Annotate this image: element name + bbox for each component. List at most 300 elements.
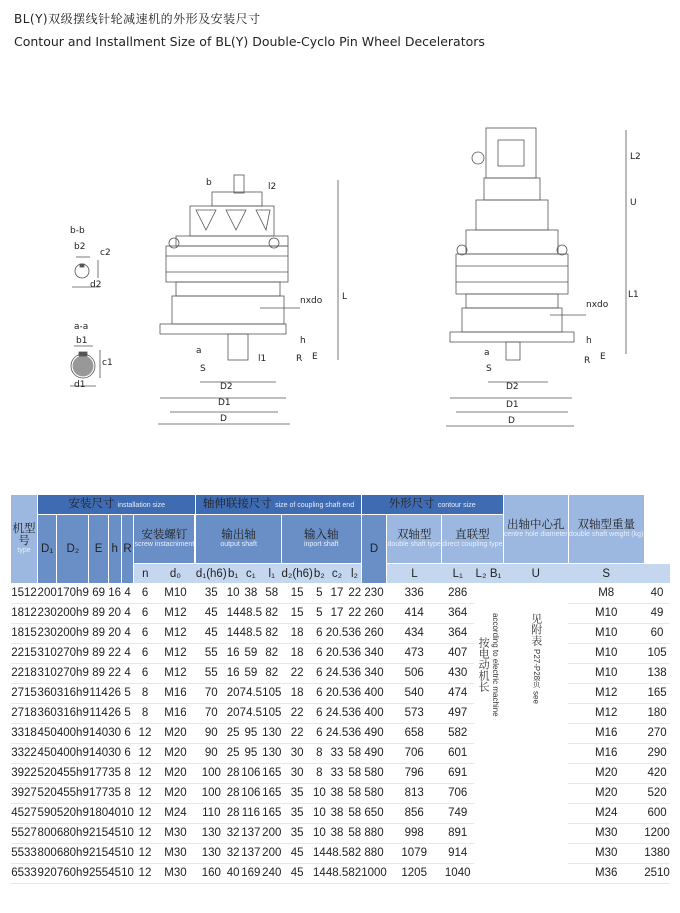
table-cell: 20 (108, 603, 121, 623)
table-cell: 455h9 (57, 763, 89, 783)
table-cell: 4 (121, 623, 134, 643)
table-cell: 58 (348, 783, 361, 803)
table-cell: 89 (89, 623, 108, 643)
table-cell: 177 (89, 783, 108, 803)
table-cell: 177 (89, 763, 108, 783)
label-U: U (630, 198, 637, 208)
table-cell: 58 (348, 803, 361, 823)
table-cell: 12 (134, 763, 156, 783)
table-cell: 100 (196, 783, 227, 803)
table-cell: M16 (156, 683, 195, 703)
table-cell: 70 (196, 683, 227, 703)
label-c2: c2 (100, 248, 111, 258)
label-d2: d2 (90, 280, 102, 290)
table-row (11, 863, 671, 883)
label-D2-left: D2 (220, 382, 233, 392)
table-cell: 430 (442, 663, 474, 683)
label-d1: d1 (74, 380, 86, 390)
table-cell: 270 (644, 723, 670, 743)
label-D2-right: D2 (506, 382, 519, 392)
table-cell: 35 (281, 823, 312, 843)
table-cell: 105 (644, 643, 670, 663)
table-cell: 36 (348, 663, 361, 683)
table-cell: 33 (326, 743, 349, 763)
label-R-left: R (296, 354, 303, 364)
table-cell: 10 (121, 823, 134, 843)
sub-header-cell: l₁ (262, 564, 281, 584)
label-a-left: a (196, 346, 202, 356)
header-R: R (121, 515, 134, 584)
table-cell: 2218 (11, 663, 38, 683)
table-cell: 114 (89, 683, 108, 703)
table-cell: M10 (568, 623, 644, 643)
table-cell: 749 (442, 803, 474, 823)
table-cell: 3318 (11, 723, 38, 743)
table-cell: 407 (442, 643, 474, 663)
table-cell: 138 (644, 663, 670, 683)
header-D1: D₁ (38, 515, 57, 584)
table-cell: 14 (313, 863, 326, 883)
table-cell: 59 (240, 643, 263, 663)
label-S-left: S (200, 364, 206, 374)
table-cell: 200 (38, 583, 57, 603)
sub-header-cell: L₁ (442, 564, 474, 584)
table-cell: 18 (281, 623, 312, 643)
table-cell: 680h9 (57, 823, 89, 843)
table-cell: 336 (387, 583, 442, 603)
table-row (11, 823, 671, 843)
table-cell: 540 (387, 683, 442, 703)
table-cell: 16 (108, 583, 121, 603)
table-cell: 82 (262, 663, 281, 683)
table-cell: 22 (348, 583, 361, 603)
table-cell: 33 (326, 763, 349, 783)
table-cell: 58 (348, 763, 361, 783)
table-cell: M20 (568, 763, 644, 783)
table-cell: 69 (89, 583, 108, 603)
table-cell: 215 (89, 823, 108, 843)
label-b1: b1 (76, 336, 88, 346)
table-cell: 38 (326, 783, 349, 803)
table-cell: 400 (361, 683, 387, 703)
table-cell: 70 (196, 703, 227, 723)
table-cell: 760h9 (57, 863, 89, 883)
table-cell: 573 (387, 703, 442, 723)
table-cell: 260 (361, 623, 387, 643)
table-cell: 920 (38, 863, 57, 883)
table-cell: 6 (313, 623, 326, 643)
table-cell: 520 (38, 783, 57, 803)
table-cell: 48.5 (326, 843, 349, 863)
table-cell: 230 (361, 583, 387, 603)
table-cell: 18 (281, 683, 312, 703)
table-cell: 582 (442, 723, 474, 743)
table-cell: 12 (134, 803, 156, 823)
table-cell: 2718 (11, 703, 38, 723)
table-cell: 22 (281, 703, 312, 723)
table-row (11, 623, 671, 643)
table-cell: 200 (262, 843, 281, 863)
table-cell: 170h9 (57, 583, 89, 603)
table-cell: 1200 (644, 823, 670, 843)
table-cell: M12 (568, 683, 644, 703)
label-a-right: a (484, 348, 490, 358)
label-L: L (342, 292, 348, 302)
header-coupling-size: 轴伸联接尺寸 size of coupling shaft end (196, 495, 361, 515)
table-cell: 82 (262, 603, 281, 623)
table-cell: 20 (227, 703, 240, 723)
table-cell: 20 (108, 623, 121, 643)
table-cell: M16 (568, 723, 644, 743)
table-cell: 35 (281, 803, 312, 823)
label-L1: L1 (628, 290, 639, 300)
table-cell: 100 (196, 763, 227, 783)
table-cell: 12 (134, 823, 156, 843)
label-bb: b-b (70, 226, 85, 236)
label-nxdo-right: nxdo (586, 300, 609, 310)
sub-header-cell: S (568, 564, 644, 584)
table-cell: 45 (281, 863, 312, 883)
table-cell: 58 (262, 583, 281, 603)
table-cell: M10 (568, 603, 644, 623)
table-cell: 650 (361, 803, 387, 823)
label-L2: L2 (630, 152, 641, 162)
table-cell: 82 (262, 643, 281, 663)
table-cell: 5 (313, 583, 326, 603)
table-cell: M24 (568, 803, 644, 823)
table-cell: 813 (387, 783, 442, 803)
table-cell: 270h9 (57, 643, 89, 663)
header-direct-coupling: 直联型 direct coupling type (442, 515, 504, 564)
table-cell: 14 (313, 843, 326, 863)
table-cell: 165 (262, 783, 281, 803)
table-cell: 32 (227, 843, 240, 863)
table-cell: 165 (262, 803, 281, 823)
table-row (11, 783, 671, 803)
table-cell: 6 (134, 603, 156, 623)
table-cell: 6 (313, 643, 326, 663)
table-cell: 38 (326, 803, 349, 823)
table-cell: M30 (156, 843, 195, 863)
table-cell: 55 (196, 643, 227, 663)
table-cell: 360 (38, 703, 57, 723)
table-cell: 130 (262, 723, 281, 743)
table-cell: 5 (121, 703, 134, 723)
note-page: P27-P28页 (532, 649, 542, 689)
table-cell: 28 (227, 763, 240, 783)
table-cell: 140 (89, 723, 108, 743)
table-cell: 255 (89, 863, 108, 883)
sub-header-cell: L₂ (474, 564, 488, 584)
table-cell: M12 (156, 623, 195, 643)
table-cell: 28 (227, 803, 240, 823)
table-cell: 706 (442, 783, 474, 803)
table-cell: M30 (568, 823, 644, 843)
table-cell: 455h9 (57, 783, 89, 803)
table-cell: 18 (281, 643, 312, 663)
table-cell: 796 (387, 763, 442, 783)
table-cell: 5 (121, 683, 134, 703)
label-E-right: E (600, 352, 606, 362)
table-cell: 89 (89, 643, 108, 663)
table-cell: 6 (134, 663, 156, 683)
table-cell: 35 (196, 583, 227, 603)
table-cell: 20.5 (326, 683, 349, 703)
table-cell: 691 (442, 763, 474, 783)
label-h-left: h (300, 336, 306, 346)
note-see-cn: 见附表 (529, 613, 542, 646)
table-cell: 4 (121, 663, 134, 683)
table-cell: 180 (644, 703, 670, 723)
table-cell: 4 (121, 643, 134, 663)
table-cell: 17 (326, 603, 349, 623)
table-cell: 316h9 (57, 703, 89, 723)
table-cell: 140 (89, 743, 108, 763)
sub-header-cell: b₁ (227, 564, 240, 584)
table-cell: M30 (568, 843, 644, 863)
table-cell: 38 (326, 823, 349, 843)
table-cell: M20 (156, 763, 195, 783)
table-row (11, 743, 671, 763)
table-cell: 130 (196, 843, 227, 863)
table-cell: 474 (442, 683, 474, 703)
table-cell: 40 (108, 803, 121, 823)
table-cell: 590 (38, 803, 57, 823)
table-cell: 600 (644, 803, 670, 823)
sub-header-blank (644, 564, 670, 584)
label-S-right: S (486, 364, 492, 374)
table-cell: 36 (348, 623, 361, 643)
table-cell: 36 (348, 643, 361, 663)
technical-drawing (0, 60, 680, 480)
table-cell: 856 (387, 803, 442, 823)
header-double-shaft: 双轴型 double shaft type (387, 515, 442, 564)
table-cell: 420 (644, 763, 670, 783)
table-cell: 580 (361, 783, 387, 803)
table-cell: 230 (38, 623, 57, 643)
table-cell: 36 (348, 723, 361, 743)
table-cell: 20.5 (326, 643, 349, 663)
table-cell: 8 (134, 703, 156, 723)
sub-header-cell: b₂ (313, 564, 326, 584)
table-cell: M20 (568, 783, 644, 803)
table-cell: 520h9 (57, 803, 89, 823)
table-cell: 6 (121, 723, 134, 743)
table-cell: 95 (240, 723, 263, 743)
label-b: b (206, 178, 212, 188)
header-centre-hole: 出轴中心孔 centre hole diameter (503, 495, 568, 564)
table-cell: 4527 (11, 803, 38, 823)
table-cell: 60 (644, 623, 670, 643)
table-cell: 40 (644, 583, 670, 603)
table-cell: 1812 (11, 603, 38, 623)
table-cell: 6 (313, 703, 326, 723)
table-cell: 6 (134, 583, 156, 603)
table-cell: 364 (442, 623, 474, 643)
table-row (11, 643, 671, 663)
table-cell: 36 (348, 683, 361, 703)
label-l2: l2 (268, 182, 277, 192)
table-cell: 286 (442, 583, 474, 603)
table-cell: 137 (240, 823, 263, 843)
table-cell: 601 (442, 743, 474, 763)
table-cell: 17 (326, 583, 349, 603)
sub-header-cell: d₂(h6) (281, 564, 312, 584)
table-cell: M10 (156, 583, 195, 603)
table-cell: M16 (156, 703, 195, 723)
table-cell: 200h9 (57, 623, 89, 643)
table-cell: 215 (89, 843, 108, 863)
table-cell: 48.5 (326, 863, 349, 883)
table-row (11, 663, 671, 683)
table-cell: 32 (227, 823, 240, 843)
table-cell: 22 (281, 663, 312, 683)
label-l1: l1 (258, 354, 267, 364)
table-cell: 8 (134, 683, 156, 703)
table-cell: M30 (156, 823, 195, 843)
table-cell: 30 (281, 763, 312, 783)
header-model: 机型号 type (11, 495, 38, 584)
sub-header-cell: c₁ (240, 564, 263, 584)
table-cell: 58 (348, 743, 361, 763)
table-cell: 200h9 (57, 603, 89, 623)
table-row (11, 683, 671, 703)
table-cell: 130 (262, 743, 281, 763)
table-cell: 106 (240, 783, 263, 803)
table-cell: 38 (240, 583, 263, 603)
table-row (11, 843, 671, 863)
table-cell: M24 (156, 803, 195, 823)
table-cell: 450 (38, 723, 57, 743)
table-cell: 180 (89, 803, 108, 823)
table-cell: 89 (89, 663, 108, 683)
table-cell: M20 (156, 783, 195, 803)
table-cell: 137 (240, 843, 263, 863)
table-cell: 35 (108, 783, 121, 803)
header-h: h (108, 515, 121, 584)
table-cell: 49 (644, 603, 670, 623)
table-cell: 105 (262, 683, 281, 703)
table-cell: 1000 (361, 863, 387, 883)
table-cell: 160 (196, 863, 227, 883)
label-aa: a-a (74, 322, 89, 332)
table-cell: 3922 (11, 763, 38, 783)
table-cell: 24.5 (326, 703, 349, 723)
table-cell: 82 (348, 863, 361, 883)
table-cell: 5527 (11, 823, 38, 843)
table-cell: 24.5 (326, 723, 349, 743)
table-cell: 580 (361, 763, 387, 783)
label-E-left: E (312, 352, 318, 362)
sub-header-cell: l₂ (348, 564, 361, 584)
sub-header-cell: B₁ (488, 564, 503, 584)
table-row (11, 723, 671, 743)
table-cell: 30 (108, 723, 121, 743)
table-cell: 360 (38, 683, 57, 703)
note-motor-en: according to electric machine (491, 613, 501, 717)
label-D-left: D (220, 414, 227, 424)
sub-header-cell: L (387, 564, 442, 584)
table-cell: M36 (568, 863, 644, 883)
table-cell: 26 (108, 703, 121, 723)
note-motor-length (474, 583, 503, 883)
table-cell: 497 (442, 703, 474, 723)
table-cell: 12 (134, 723, 156, 743)
table-cell: 520 (38, 763, 57, 783)
table-cell: 22 (108, 643, 121, 663)
table-cell: 14 (227, 623, 240, 643)
table-cell: M12 (568, 703, 644, 723)
table-cell: M8 (568, 583, 644, 603)
table-cell: 169 (240, 863, 263, 883)
table-cell: 26 (108, 683, 121, 703)
table-cell: 800 (38, 823, 57, 843)
table-cell: 74.5 (240, 683, 263, 703)
table-cell: 6 (313, 683, 326, 703)
table-row (11, 603, 671, 623)
table-cell: 706 (387, 743, 442, 763)
table-cell: 45 (108, 843, 121, 863)
label-D-right: D (508, 416, 515, 426)
table-cell: 30 (108, 743, 121, 763)
table-cell: 2510 (644, 863, 670, 883)
table-cell: 22 (281, 723, 312, 743)
table-cell: 48.5 (240, 603, 263, 623)
table-cell: 200 (262, 823, 281, 843)
note-motor-cn: 按电动机长 (477, 637, 490, 693)
table-cell: 8 (121, 783, 134, 803)
table-cell: 6 (134, 623, 156, 643)
table-cell: 364 (442, 603, 474, 623)
table-cell: 310 (38, 643, 57, 663)
table-cell: 14 (227, 603, 240, 623)
table-cell: 998 (387, 823, 442, 843)
header-input-shaft: 输入轴 inport shaft (281, 515, 361, 564)
table-cell: 1380 (644, 843, 670, 863)
table-cell: 82 (348, 843, 361, 863)
table-cell: 1512 (11, 583, 38, 603)
sub-header-cell: U (503, 564, 568, 584)
table-cell: M20 (156, 723, 195, 743)
header-contour-size: 外形尺寸 contour size (361, 495, 503, 515)
table-cell: 48.5 (240, 623, 263, 643)
dimension-table (10, 494, 670, 884)
table-cell: 12 (134, 743, 156, 763)
header-D2: D₂ (57, 515, 89, 584)
table-cell: 95 (240, 743, 263, 763)
table-cell: 28 (227, 783, 240, 803)
table-cell: 2715 (11, 683, 38, 703)
table-cell: 6 (313, 663, 326, 683)
table-cell: 90 (196, 723, 227, 743)
table-body (11, 583, 671, 883)
table-cell: 10 (121, 843, 134, 863)
table-cell: 59 (240, 663, 263, 683)
drawing-labels (0, 60, 680, 480)
table-cell: 45 (281, 843, 312, 863)
table-cell: M16 (568, 743, 644, 763)
table-cell: 35 (108, 763, 121, 783)
table-cell: 40 (227, 863, 240, 883)
table-cell: 20.5 (326, 623, 349, 643)
table-cell: 10 (313, 783, 326, 803)
table-cell: 106 (240, 763, 263, 783)
table-cell: M10 (568, 643, 644, 663)
label-nxdo-left: nxdo (300, 296, 323, 306)
page-title-chinese: BL(Y)双级摆线针轮减速机的外形及安装尺寸 (14, 12, 261, 26)
table-cell: 1205 (387, 863, 442, 883)
table-cell: 22 (108, 663, 121, 683)
